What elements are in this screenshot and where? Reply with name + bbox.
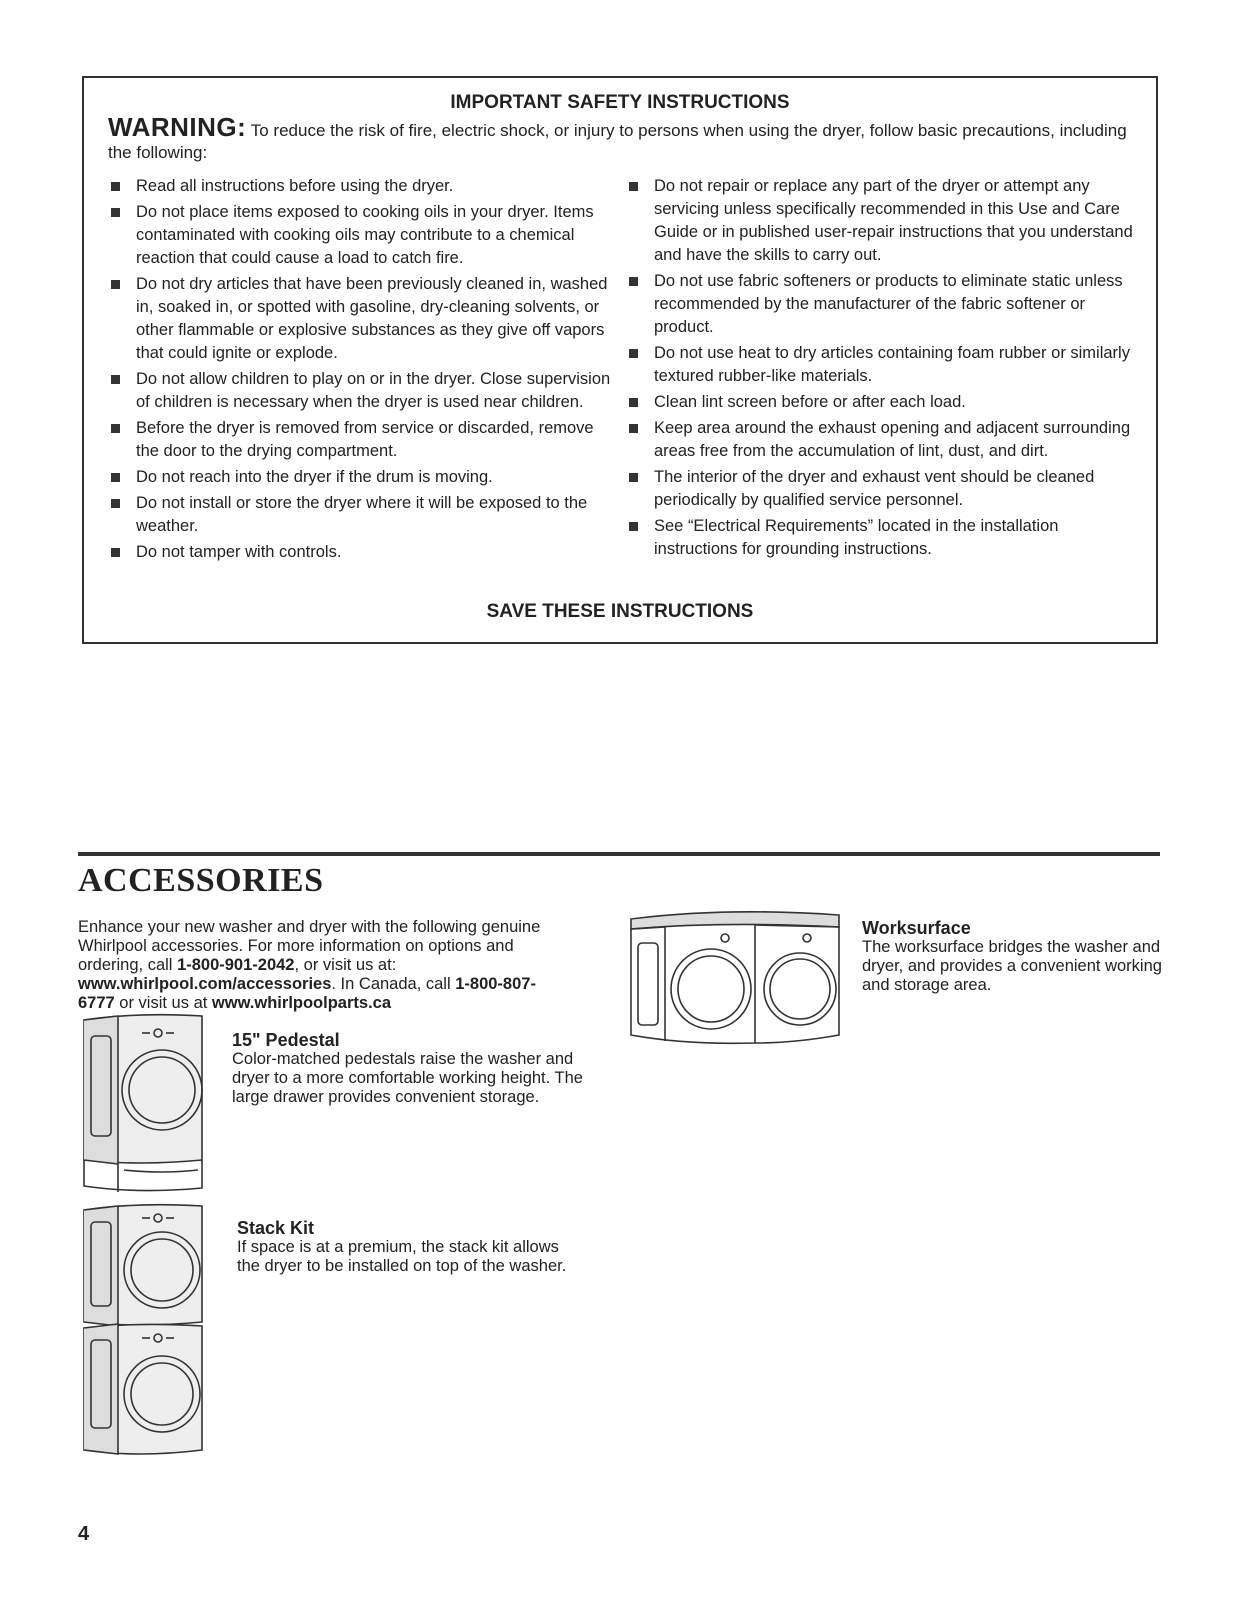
safety-list-item bbox=[108, 492, 613, 538]
worksurface-description: The worksurface bridges the washer and dryer, and provides a convenient working and storage area. bbox=[862, 938, 1162, 994]
safety-item-text: Do not reach into the dryer if the drum is moving. bbox=[136, 468, 493, 486]
safety-list-item bbox=[108, 541, 613, 564]
pedestal-item bbox=[232, 1030, 602, 1107]
page-number: 4 bbox=[78, 1523, 90, 1545]
stack-kit-description: If space is at a premium, the stack kit allows the dryer to be installed on top of the washer. bbox=[237, 1238, 567, 1275]
worksurface-title: Worksurface bbox=[862, 918, 971, 938]
safety-title: IMPORTANT SAFETY INSTRUCTIONS bbox=[450, 92, 790, 113]
safety-item-text: Do not tamper with controls. bbox=[136, 543, 342, 561]
bullet-square-icon bbox=[629, 277, 638, 286]
bullet-square-icon bbox=[111, 499, 120, 508]
bullet-square-icon bbox=[629, 424, 638, 433]
safety-list-item bbox=[626, 391, 1146, 414]
worksurface-illustration bbox=[625, 905, 851, 1065]
safety-item-text: Before the dryer is removed from service or discarded, remove the door to the drying compartment. bbox=[136, 419, 594, 460]
safety-list-item bbox=[626, 342, 1146, 388]
bullet-square-icon bbox=[629, 522, 638, 531]
left-bullet-list bbox=[108, 175, 613, 564]
section-divider bbox=[78, 852, 1160, 856]
safety-list-item bbox=[108, 466, 613, 489]
safety-list-item bbox=[626, 175, 1146, 267]
intro-text: , or visit us at: bbox=[294, 956, 397, 974]
safety-item-text: See “Electrical Requirements” located in the installation instructions for grounding instructions. bbox=[654, 517, 1059, 558]
safety-list-item bbox=[108, 273, 613, 365]
safety-item-text: Do not place items exposed to cooking oils in your dryer. Items contaminated with cooking oils may contribute to a chemical reaction that could cause a load to catch fire. bbox=[136, 203, 594, 267]
safety-item-text: Clean lint screen before or after each load. bbox=[654, 393, 966, 411]
safety-list-item bbox=[626, 270, 1146, 339]
safety-item-text: Read all instructions before using the dryer. bbox=[136, 177, 454, 195]
save-instructions-title: SAVE THESE INSTRUCTIONS bbox=[486, 601, 754, 622]
phone-us: 1-800-901-2042 bbox=[177, 956, 295, 974]
safety-list-item bbox=[108, 368, 613, 414]
bullet-square-icon bbox=[111, 375, 120, 384]
warning-word: WARNING: bbox=[108, 112, 247, 142]
safety-item-text: Do not install or store the dryer where it will be exposed to the weather. bbox=[136, 494, 588, 535]
right-bullet-list bbox=[626, 175, 1146, 561]
safety-item-text: Do not use fabric softeners or products to eliminate static unless recommended by the manufacturer of the fabric softener or product. bbox=[654, 272, 1123, 336]
accessories-intro bbox=[78, 918, 568, 1013]
safety-list-item bbox=[626, 417, 1146, 463]
safety-instructions-box bbox=[82, 76, 1158, 644]
bullet-square-icon bbox=[111, 548, 120, 557]
pedestal-description: Color-matched pedestals raise the washer and dryer to a more comfortable working height. The large drawer provides convenient storage. bbox=[232, 1050, 583, 1106]
bullet-square-icon bbox=[111, 280, 120, 289]
safety-item-text: Do not dry articles that have been previously cleaned in, washed in, soaked in, or spotted with gasoline, dry-cleaning solvents, or other flammable or explosive substances as they give off vapors that could ignite or explode. bbox=[136, 275, 608, 362]
bullet-square-icon bbox=[111, 182, 120, 191]
stack-kit-illustration bbox=[78, 1200, 210, 1462]
bullet-square-icon bbox=[629, 398, 638, 407]
safety-item-text: Do not use heat to dry articles containing foam rubber or similarly textured rubber-like materials. bbox=[654, 344, 1130, 385]
intro-text: Enhance your new washer and dryer with the following genuine Whirlpool accessories. For more information on options and ordering, call bbox=[78, 918, 541, 974]
accessories-heading: ACCESSORIES bbox=[78, 862, 324, 899]
warning-text: To reduce the risk of fire, electric shock, or injury to persons when using the dryer, follow basic precautions, including the following: bbox=[108, 121, 1127, 162]
pedestal-title: 15" Pedestal bbox=[232, 1030, 340, 1050]
worksurface-item bbox=[862, 918, 1162, 995]
safety-list-item bbox=[626, 515, 1146, 561]
bullet-square-icon bbox=[111, 424, 120, 433]
safety-list-item bbox=[626, 466, 1146, 512]
safety-item-text: The interior of the dryer and exhaust vent should be cleaned periodically by qualified service personnel. bbox=[654, 468, 1095, 509]
stack-kit-title: Stack Kit bbox=[237, 1218, 315, 1238]
phone-canada: 1-800-807-6777 bbox=[78, 975, 536, 1012]
url-us[interactable]: www.whirlpool.com/accessories bbox=[78, 975, 332, 993]
stack-kit-item bbox=[237, 1218, 577, 1276]
safety-item-text: Do not repair or replace any part of the dryer or attempt any servicing unless specifically recommended in this Use and Care Guide or in published user-repair instructions that you understand and have the skills to carry out. bbox=[654, 177, 1133, 264]
pedestal-illustration bbox=[78, 1010, 210, 1198]
intro-text: . In Canada, call bbox=[331, 975, 456, 993]
safety-list-item bbox=[108, 201, 613, 270]
warning-statement bbox=[108, 112, 1148, 164]
bullet-square-icon bbox=[629, 182, 638, 191]
safety-list-item bbox=[108, 417, 613, 463]
bullet-square-icon bbox=[111, 473, 120, 482]
safety-item-text: Keep area around the exhaust opening and adjacent surrounding areas free from the accumulation of lint, dust, and dirt. bbox=[654, 419, 1131, 460]
safety-item-text: Do not allow children to play on or in the dryer. Close supervision of children is necessary when the dryer is used near children. bbox=[136, 370, 611, 411]
safety-list-item bbox=[108, 175, 613, 198]
bullet-square-icon bbox=[629, 473, 638, 482]
bullet-square-icon bbox=[111, 208, 120, 217]
safety-right-column bbox=[626, 175, 1146, 564]
url-canada[interactable]: www.whirlpoolparts.ca bbox=[211, 994, 392, 1012]
safety-left-column bbox=[108, 175, 613, 567]
intro-text: or visit us at bbox=[114, 994, 212, 1012]
bullet-square-icon bbox=[629, 349, 638, 358]
